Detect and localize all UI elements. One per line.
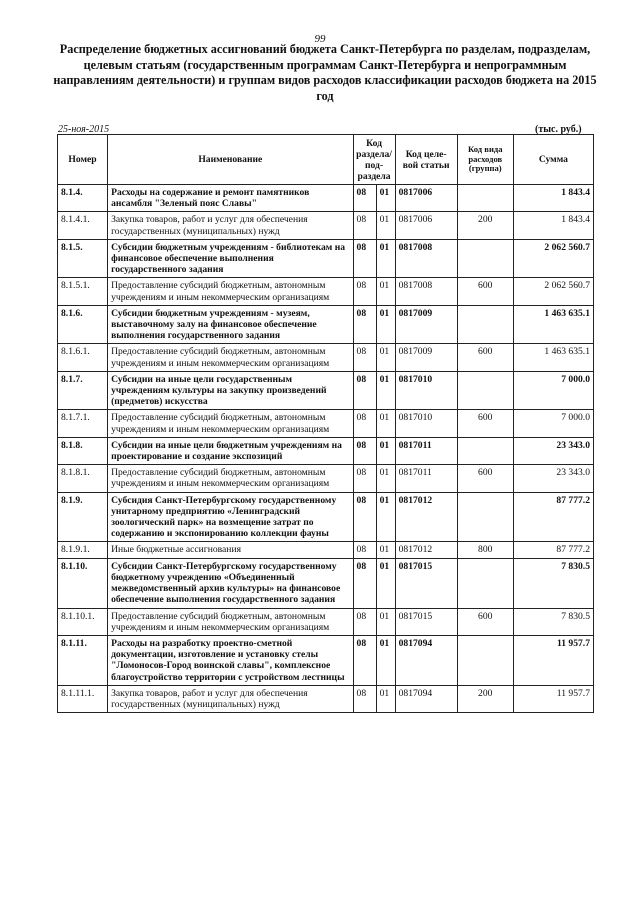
header-sum: Сумма: [513, 135, 593, 185]
row-target-code: 0817010: [395, 410, 457, 437]
document-date: 25-ноя-2015: [58, 124, 110, 135]
row-number: 8.1.9.1.: [58, 542, 108, 558]
row-sum: 23 343.0: [513, 437, 593, 464]
row-name: Предоставление субсидий бюджетным, автономным учреждениям и иным некоммерческим организациям: [108, 278, 353, 305]
row-expense-type: 600: [457, 465, 513, 492]
row-expense-type: 200: [457, 212, 513, 239]
row-section-code: 08: [353, 410, 376, 437]
row-subsection-code: 01: [376, 635, 395, 685]
row-name: Закупка товаров, работ и услуг для обеспечения государственных (муниципальных) нужд: [108, 212, 353, 239]
table-row: [58, 239, 594, 278]
row-number: 8.1.9.: [58, 492, 108, 542]
row-number: 8.1.5.: [58, 239, 108, 278]
row-expense-type: 600: [457, 410, 513, 437]
row-name: Предоставление субсидий бюджетным, автономным учреждениям и иным некоммерческим организациям: [108, 465, 353, 492]
row-name: Расходы на разработку проектно-сметной документации, изготовление и установку стелы "Ломоносов-Город воинской славы", комплексное благоустройство территории с устройством лестницы: [108, 635, 353, 685]
table-row: [58, 278, 594, 305]
row-sum: 1 463 635.1: [513, 344, 593, 371]
row-section-code: 08: [353, 685, 376, 712]
row-number: 8.1.6.1.: [58, 344, 108, 371]
row-expense-type: [457, 371, 513, 410]
row-name: Предоставление субсидий бюджетным, автономным учреждениям и иным некоммерческим организациям: [108, 344, 353, 371]
table-row: [58, 685, 594, 712]
row-expense-type: [457, 305, 513, 344]
row-expense-type: [457, 239, 513, 278]
row-sum: 87 777.2: [513, 542, 593, 558]
table-row: [58, 465, 594, 492]
row-section-code: 08: [353, 635, 376, 685]
row-number: 8.1.7.: [58, 371, 108, 410]
row-section-code: 08: [353, 542, 376, 558]
row-target-code: 0817008: [395, 278, 457, 305]
row-number: 8.1.11.1.: [58, 685, 108, 712]
row-sum: 11 957.7: [513, 685, 593, 712]
row-name: Предоставление субсидий бюджетным, автономным учреждениям и иным некоммерческим организациям: [108, 608, 353, 635]
document-title: Распределение бюджетных ассигнований бюджета Санкт-Петербурга по разделам, подразделам, целевым статьям (государственным программам Санкт-Петербурга и непрограммным направлениям деятельности) и группам видов расходов классификации расходов бюджета на 2015 год: [53, 42, 597, 103]
header-target-code: Код целе- вой статьи: [395, 135, 457, 185]
row-section-code: 08: [353, 492, 376, 542]
budget-table: [57, 134, 594, 713]
row-number: 8.1.4.: [58, 185, 108, 212]
row-target-code: 0817012: [395, 492, 457, 542]
row-expense-type: [457, 492, 513, 542]
row-subsection-code: 01: [376, 558, 395, 608]
row-target-code: 0817011: [395, 465, 457, 492]
row-number: 8.1.6.: [58, 305, 108, 344]
row-target-code: 0817009: [395, 305, 457, 344]
row-expense-type: [457, 558, 513, 608]
row-number: 8.1.11.: [58, 635, 108, 685]
row-number: 8.1.8.: [58, 437, 108, 464]
row-subsection-code: 01: [376, 212, 395, 239]
row-target-code: 0817015: [395, 608, 457, 635]
row-name: Субсидии на иные цели бюджетным учреждениям на проектирование и создание экспозиций: [108, 437, 353, 464]
row-section-code: 08: [353, 465, 376, 492]
row-expense-type: 600: [457, 608, 513, 635]
row-subsection-code: 01: [376, 278, 395, 305]
row-sum: 1 463 635.1: [513, 305, 593, 344]
row-sum: 23 343.0: [513, 465, 593, 492]
row-number: 8.1.4.1.: [58, 212, 108, 239]
row-section-code: 08: [353, 344, 376, 371]
row-expense-type: 800: [457, 542, 513, 558]
table-body: [58, 185, 594, 713]
table-row: [58, 344, 594, 371]
row-subsection-code: 01: [376, 239, 395, 278]
row-section-code: 08: [353, 185, 376, 212]
row-subsection-code: 01: [376, 492, 395, 542]
row-name: Субсидии бюджетным учреждениям - музеям, выставочному залу на финансовое обеспечение выполнения государственного задания: [108, 305, 353, 344]
row-name: Субсидии Санкт-Петербургскому государственному бюджетному учреждению «Объединенный межведомственный архив культуры» на финансовое обеспечение выполнения государственного задания: [108, 558, 353, 608]
table-row: [58, 608, 594, 635]
row-sum: 7 830.5: [513, 558, 593, 608]
row-section-code: 08: [353, 371, 376, 410]
header-expense-type: [457, 135, 513, 185]
header-number: Номер: [58, 135, 108, 185]
table-row: [58, 212, 594, 239]
row-section-code: 08: [353, 278, 376, 305]
row-sum: 87 777.2: [513, 492, 593, 542]
row-expense-type: [457, 437, 513, 464]
row-expense-type: [457, 635, 513, 685]
row-section-code: 08: [353, 437, 376, 464]
row-expense-type: 600: [457, 344, 513, 371]
row-subsection-code: 01: [376, 305, 395, 344]
row-name: Закупка товаров, работ и услуг для обеспечения государственных (муниципальных) нужд: [108, 685, 353, 712]
row-target-code: 0817009: [395, 344, 457, 371]
row-subsection-code: 01: [376, 685, 395, 712]
row-target-code: 0817008: [395, 239, 457, 278]
table-row: [58, 305, 594, 344]
row-name: Иные бюджетные ассигнования: [108, 542, 353, 558]
row-section-code: 08: [353, 212, 376, 239]
row-target-code: 0817006: [395, 185, 457, 212]
row-name: Расходы на содержание и ремонт памятников ансамбля "Зеленый пояс Славы": [108, 185, 353, 212]
row-subsection-code: 01: [376, 437, 395, 464]
row-subsection-code: 01: [376, 185, 395, 212]
row-target-code: 0817094: [395, 635, 457, 685]
table-row: [58, 371, 594, 410]
row-target-code: 0817011: [395, 437, 457, 464]
row-subsection-code: 01: [376, 608, 395, 635]
row-target-code: 0817094: [395, 685, 457, 712]
header-section-code: Код раздела/ под- раздела: [353, 135, 395, 185]
table-row: [58, 492, 594, 542]
units-label: (тыс. руб.): [535, 124, 582, 135]
row-sum: 7 830.5: [513, 608, 593, 635]
row-target-code: 0817012: [395, 542, 457, 558]
row-expense-type: [457, 185, 513, 212]
row-section-code: 08: [353, 305, 376, 344]
header-name: Наименование: [108, 135, 353, 185]
row-name: Субсидии на иные цели государственным учреждениям культуры на закупку произведений (предметов) искусства: [108, 371, 353, 410]
table-header-row: [58, 135, 594, 185]
table-row: [58, 558, 594, 608]
table-row: [58, 410, 594, 437]
row-name: Субсидии бюджетным учреждениям - библиотекам на финансовое обеспечение выполнения государственного задания: [108, 239, 353, 278]
row-subsection-code: 01: [376, 410, 395, 437]
row-number: 8.1.10.1.: [58, 608, 108, 635]
row-subsection-code: 01: [376, 371, 395, 410]
row-section-code: 08: [353, 239, 376, 278]
table-row: [58, 542, 594, 558]
row-name: Предоставление субсидий бюджетным, автономным учреждениям и иным некоммерческим организациям: [108, 410, 353, 437]
header-expense-type-label: Код вида расходов (группа): [467, 144, 503, 174]
row-expense-type: 200: [457, 685, 513, 712]
row-sum: 2 062 560.7: [513, 278, 593, 305]
row-expense-type: 600: [457, 278, 513, 305]
table-row: [58, 635, 594, 685]
row-number: 8.1.10.: [58, 558, 108, 608]
table-row: [58, 185, 594, 212]
row-section-code: 08: [353, 608, 376, 635]
page-number: 99: [314, 33, 326, 45]
row-number: 8.1.7.1.: [58, 410, 108, 437]
row-sum: 1 843.4: [513, 212, 593, 239]
row-sum: 11 957.7: [513, 635, 593, 685]
row-target-code: 0817010: [395, 371, 457, 410]
row-name: Субсидия Санкт-Петербургскому государственному унитарному предприятию «Ленинградский зоологический парк» на возмещение затрат по содержанию и экспонированию коллекции фауны: [108, 492, 353, 542]
row-sum: 2 062 560.7: [513, 239, 593, 278]
row-target-code: 0817006: [395, 212, 457, 239]
row-subsection-code: 01: [376, 344, 395, 371]
row-sum: 7 000.0: [513, 371, 593, 410]
row-number: 8.1.8.1.: [58, 465, 108, 492]
row-number: 8.1.5.1.: [58, 278, 108, 305]
row-sum: 7 000.0: [513, 410, 593, 437]
row-subsection-code: 01: [376, 465, 395, 492]
table-row: [58, 437, 594, 464]
row-section-code: 08: [353, 558, 376, 608]
row-sum: 1 843.4: [513, 185, 593, 212]
row-target-code: 0817015: [395, 558, 457, 608]
row-subsection-code: 01: [376, 542, 395, 558]
